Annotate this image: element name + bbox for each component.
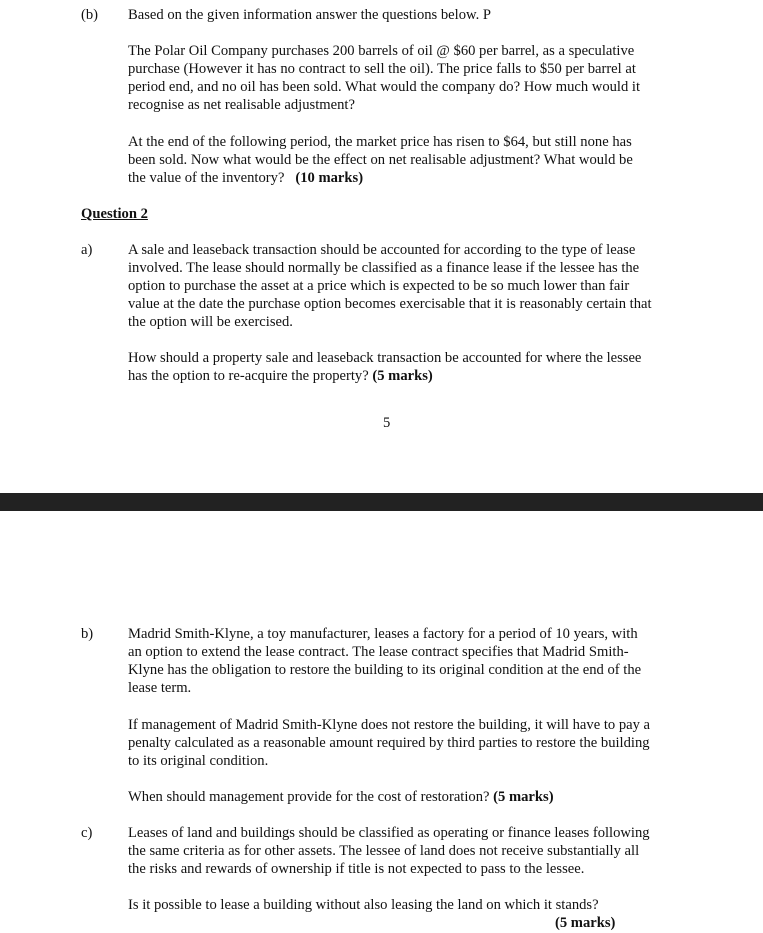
text-line: the option will be exercised. bbox=[128, 314, 293, 330]
text-line: Klyne has the obligation to restore the building to its original condition at the end of the bbox=[128, 662, 642, 678]
document-page-2 bbox=[0, 511, 763, 933]
text-line: How should a property sale and leaseback transaction be accounted for where the lessee bbox=[128, 350, 642, 366]
marks-label: (5 marks) bbox=[493, 789, 554, 805]
part-c-label: c) bbox=[81, 825, 93, 841]
part-b-label: (b) bbox=[81, 7, 99, 23]
text-line-with-marks bbox=[128, 788, 696, 806]
part-c-paragraph-2 bbox=[128, 896, 696, 914]
text-line: recognise as net realisable adjustment? bbox=[128, 97, 355, 113]
text-fragment: has the option to re-acquire the property? bbox=[128, 368, 369, 384]
text-line: been sold. Now what would be the effect on net realisable adjustment? What would be bbox=[128, 152, 633, 168]
text-fragment: When should management provide for the cost of restoration? bbox=[128, 789, 490, 805]
text-line: The Polar Oil Company purchases 200 barrels of oil @ $60 per barrel, as a speculative bbox=[128, 43, 635, 59]
marks-label: (5 marks) bbox=[372, 368, 433, 384]
text-line: the same criteria as for other assets. The lessee of land does not receive substantially all bbox=[128, 843, 640, 859]
page-break-divider bbox=[0, 493, 763, 511]
text-line: Leases of land and buildings should be classified as operating or finance leases following bbox=[128, 825, 650, 841]
part-a-label: a) bbox=[81, 242, 93, 258]
page-number: 5 bbox=[383, 415, 391, 431]
text-line: If management of Madrid Smith-Klyne does not restore the building, it will have to pay a bbox=[128, 717, 651, 733]
part-c-marks: (5 marks) bbox=[555, 915, 616, 931]
text-line: At the end of the following period, the market price has risen to $64, but still none has bbox=[128, 134, 632, 150]
part-b2-label: b) bbox=[81, 626, 94, 642]
part-b2-paragraph-3 bbox=[128, 788, 696, 806]
text-line-with-marks bbox=[128, 367, 696, 385]
part-a-paragraph-1 bbox=[128, 241, 696, 331]
text-line: lease term. bbox=[128, 680, 192, 696]
part-b-paragraph-1 bbox=[128, 42, 696, 114]
text-line: period end, and no oil has been sold. What would the company do? How much would it bbox=[128, 79, 641, 95]
part-b-paragraph-2 bbox=[128, 133, 696, 187]
text-line: Is it possible to lease a building without also leasing the land on which it stands? bbox=[128, 897, 599, 913]
question-2-heading: Question 2 bbox=[81, 206, 148, 222]
part-b-intro-text: Based on the given information answer the questions below. P bbox=[128, 7, 492, 23]
text-line: involved. The lease should normally be classified as a finance lease if the lessee has the bbox=[128, 260, 640, 276]
text-line: an option to extend the lease contract. The lease contract specifies that Madrid Smith- bbox=[128, 644, 629, 660]
part-a-paragraph-2 bbox=[128, 349, 696, 385]
text-line-with-marks bbox=[128, 169, 696, 187]
text-line: value at the date the purchase option becomes exercisable that it is reasonably certain that bbox=[128, 296, 652, 312]
text-line: Madrid Smith-Klyne, a toy manufacturer, leases a factory for a period of 10 years, with bbox=[128, 626, 638, 642]
text-line: the risks and rewards of ownership if title is not expected to pass to the lessee. bbox=[128, 861, 585, 877]
part-b2-paragraph-1 bbox=[128, 625, 696, 697]
text-line: purchase (However it has no contract to sell the oil). The price falls to $50 per barrel at bbox=[128, 61, 636, 77]
part-b2-paragraph-2 bbox=[128, 716, 696, 770]
part-c-paragraph-1 bbox=[128, 824, 696, 878]
text-line: penalty calculated as a reasonable amount required by third parties to restore the building bbox=[128, 735, 650, 751]
marks-label: (10 marks) bbox=[295, 170, 364, 186]
text-line: A sale and leaseback transaction should be accounted for according to the type of lease bbox=[128, 242, 636, 258]
text-line: option to purchase the asset at a price which is expected to be so much lower than fair bbox=[128, 278, 630, 294]
text-fragment: the value of the inventory? bbox=[128, 170, 285, 186]
text-line: to its original condition. bbox=[128, 753, 269, 769]
part-b-intro bbox=[128, 6, 696, 24]
